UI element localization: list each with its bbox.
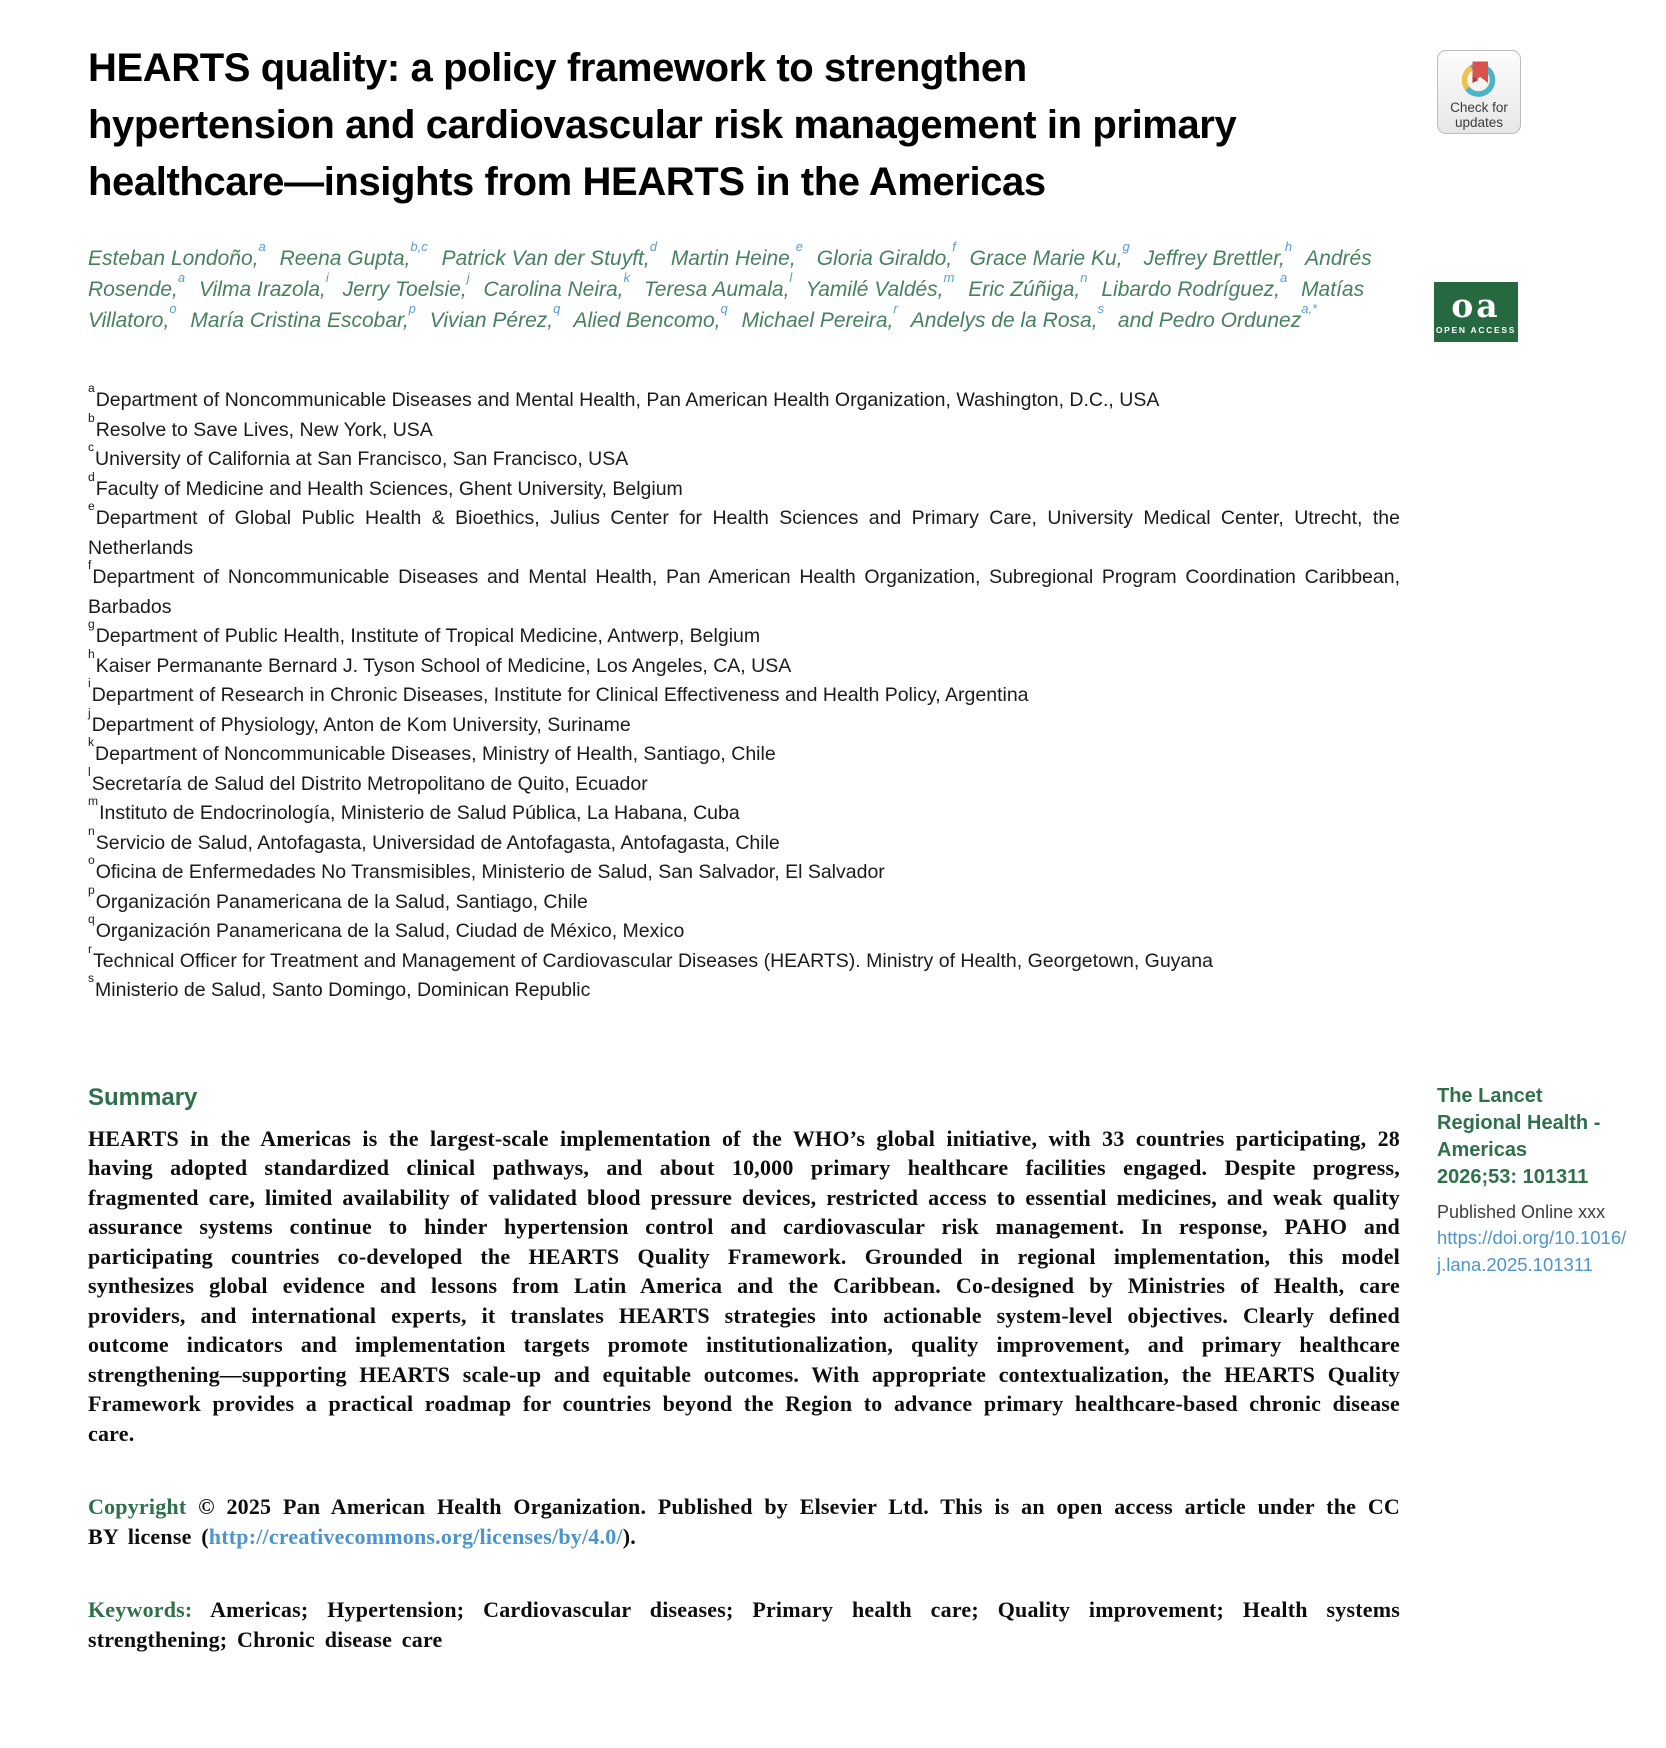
affiliation-item: $^n$Servicio de Salud, Antofagasta, Universidad de Antofagasta, Antofagasta, Chile <box>88 823 780 854</box>
author-affiliation-superscript: j <box>466 269 470 285</box>
affiliation-item: $^a$Department of Noncommunicable Diseases and Mental Health, Pan American Health Organization, Washington, D.C., USA <box>88 381 1160 411</box>
affiliation-superscript: c <box>88 440 95 455</box>
affiliation-superscript: d <box>88 469 95 484</box>
author-affiliation-superscript: g <box>1122 238 1130 254</box>
author-affiliation-superscript: f <box>952 238 956 254</box>
affiliation-superscript: q <box>88 912 95 927</box>
author-affiliation-superscript: a,* <box>1301 300 1318 316</box>
summary-heading: Summary <box>88 1083 198 1111</box>
affiliation-item: $^k$Department of Noncommunicable Diseases, Ministry of Health, Santiago, Chile <box>88 735 776 765</box>
author-affiliation-superscript: k <box>623 269 631 285</box>
author-name: Gloria Giraldo,$^f$ <box>816 238 956 270</box>
affiliation-superscript: h <box>88 646 95 661</box>
author-name: María Cristina Escobar,$^p$ <box>190 300 416 332</box>
author-affiliation-superscript: m <box>943 269 955 285</box>
affiliation-superscript: r <box>88 941 93 956</box>
affiliation-item: $^b$Resolve to Save Lives, New York, USA <box>88 410 433 441</box>
affiliation-list <box>88 381 1400 1006</box>
affiliation-superscript: l <box>88 764 91 779</box>
journal-volume-cite: 2026;53: 101311 <box>1437 1166 1589 1188</box>
affiliation-superscript: n <box>88 823 95 838</box>
affiliation-superscript: m <box>88 794 99 809</box>
affiliation-superscript: k <box>88 735 95 750</box>
doi-link[interactable]: https://doi.org/10.1016/j.lana.2025.101311 <box>1437 1227 1627 1275</box>
affiliation-superscript: e <box>88 499 95 514</box>
affiliation-superscript: g <box>88 617 95 632</box>
author-name: Teresa Aumala,$^l$ <box>643 269 793 301</box>
author-affiliation-superscript: p <box>408 300 416 316</box>
author-name: Martin Heine,$^e$ <box>670 238 803 270</box>
crossmark-icon <box>1457 56 1501 100</box>
affiliation-superscript: p <box>88 882 95 897</box>
check-for-updates-badge[interactable] <box>1437 50 1521 134</box>
author-affiliation-superscript: n <box>1080 269 1088 285</box>
article-title-line: hypertension and cardiovascular risk management in primary <box>88 103 1237 147</box>
author-affiliation-superscript: h <box>1284 238 1293 254</box>
author-name: Eric Zúñiga,$^n$ <box>968 269 1088 301</box>
affiliation-item: $^r$Technical Officer for Treatment and Management of Cardiovascular Diseases (HEARTS). Ministry of Health, Georgetown, Guyana <box>88 941 1213 972</box>
author-name: Andelys de la Rosa,$^s$ <box>910 300 1105 332</box>
check-for-updates-label: Check for updates <box>1450 100 1508 130</box>
author-affiliation-superscript: q <box>553 300 561 316</box>
author-name: Grace Marie Ku,$^g$ <box>969 238 1130 270</box>
copyright-label: Copyright <box>88 1494 187 1519</box>
affiliation-superscript: s <box>88 971 95 986</box>
journal-sidebar <box>1437 1083 1629 1278</box>
published-online: Published Online xxx <box>1437 1202 1606 1222</box>
author-name: Alied Bencomo,$^q$ <box>573 300 728 332</box>
open-access-label: OPEN ACCESS <box>1435 324 1517 335</box>
cc-by-license-link[interactable]: http://creativecommons.org/licenses/by/4.0/ <box>208 1523 623 1549</box>
journal-citation <box>1437 1083 1629 1191</box>
author-name: Jeffrey Brettler,$^h$ <box>1143 238 1293 270</box>
author-name: Andrés Rosende,$^a$ <box>88 247 1372 301</box>
author-affiliation-superscript: a <box>1279 269 1288 285</box>
author-name: Libardo Rodríguez,$^a$ <box>1101 269 1288 301</box>
article-title-line: healthcare—insights from HEARTS in the Americas <box>88 160 1046 204</box>
summary-section <box>88 1084 1400 1655</box>
author-affiliation-superscript: l <box>789 269 793 285</box>
open-access-abbr: oa <box>1451 285 1501 325</box>
affiliation-superscript: j <box>88 705 91 720</box>
open-access-badge <box>1434 282 1518 342</box>
author-name: Vivian Pérez,$^q$ <box>429 300 561 332</box>
affiliation-superscript: o <box>88 853 95 868</box>
affiliation-item: $^h$Kaiser Permanante Bernard J. Tyson School of Medicine, Los Angeles, CA, USA <box>88 646 792 677</box>
affiliation-item: $^o$Oficina de Enfermedades No Transmisibles, Ministerio de Salud, San Salvador, El Salvador <box>88 853 885 883</box>
author-affiliation-superscript: i <box>325 269 329 285</box>
copyright-text-end: ). <box>622 1523 636 1549</box>
author-affiliation-superscript: d <box>649 238 657 254</box>
affiliation-superscript: i <box>88 676 91 691</box>
author-name: Yamilé Valdés,$^m$ <box>805 269 955 301</box>
affiliation-item: $^i$Department of Research in Chronic Diseases, Institute for Clinical Effectiveness and Health Policy, Argentina <box>88 676 1029 706</box>
affiliation-item: $^f$Department of Noncommunicable Diseases and Mental Health, Pan American Health Organization, Subregional Program Coordination Caribbean, Barbados <box>88 558 1400 618</box>
affiliation-item: $^c$University of California at San Francisco, San Francisco, USA <box>88 440 629 470</box>
copyright-notice <box>88 1492 1400 1551</box>
author-affiliation-superscript: b,c <box>410 238 428 254</box>
author-name: Jerry Toelsie,$^j$ <box>342 269 470 301</box>
affiliation-item: $^m$Instituto de Endocrinología, Ministerio de Salud Pública, La Habana, Cuba <box>88 794 740 824</box>
affiliation-item: $^e$Department of Global Public Health & Bioethics, Julius Center for Health Sciences and Primary Care, University Medical Center, Utrecht, the Netherlands <box>88 499 1400 559</box>
keywords-label: Keywords: <box>88 1597 193 1622</box>
affiliation-superscript: b <box>88 410 95 425</box>
affiliation-superscript: a <box>88 381 95 396</box>
affiliation-item: $^p$Organización Panamericana de la Salud, Santiago, Chile <box>88 882 588 913</box>
author-name: Matías Villatoro,$^o$ <box>88 278 1365 332</box>
affiliation-item: $^s$Ministerio de Salud, Santo Domingo, Dominican Republic <box>88 971 591 1001</box>
keywords-text: Americas; Hypertension; Cardiovascular diseases; Primary health care; Quality improvement; Health systems strengthening; Chronic disease care <box>88 1597 1400 1652</box>
journal-title: The Lancet Regional Health - Americas <box>1437 1085 1601 1161</box>
author-affiliation-superscript: o <box>169 300 177 316</box>
author-affiliation-superscript: a <box>177 269 186 285</box>
article-title <box>88 40 1400 211</box>
author-affiliation-superscript: s <box>1097 300 1105 316</box>
affiliation-item: $^q$Organización Panamericana de la Salud, Ciudad de México, Mexico <box>88 912 685 942</box>
author-affiliation-superscript: r <box>893 300 898 316</box>
affiliation-item: $^g$Department of Public Health, Institute of Tropical Medicine, Antwerp, Belgium <box>88 617 761 647</box>
author-name: Esteban Londoño,$^a$ <box>88 238 266 270</box>
copyright-text: © 2025 Pan American Health Organization. Published by Elsevier Ltd. This is an open access article under the CC BY license ( <box>88 1494 1400 1549</box>
author-affiliation-superscript: a <box>258 238 266 254</box>
author-name: Vilma Irazola,$^i$ <box>199 269 329 301</box>
summary-text: HEARTS in the Americas is the largest-scale implementation of the WHO’s global initiative, with 33 countries participating, 28 having adopted standardized clinical pathways, and about 10,000 primary healthcare facilities engaged. Despite progress, fragmented care, limited availability of validated blood pressure devices, restricted access to essential medicines, and weak quality assurance systems continue to hinder hypertension control and cardiovascular risk management. In response, PAHO and participating countries co-developed the HEARTS Quality Framework. Grounded in regional implementation, this model synthesizes global evidence and lessons from Latin America and the Caribbean. Co-designed by Ministries of Health, care providers, and international experts, it translates HEARTS strategies into actionable system-level objectives. Clearly defined outcome indicators and implementation targets promote institutionalization, quality improvement, and primary healthcare strengthening—supporting HEARTS scale-up and equitable outcomes. With appropriate contextualization, the HEARTS Quality Framework provides a practical roadmap for countries beyond the Region to advance primary healthcare-based chronic disease care. <box>88 1125 1400 1446</box>
author-name: Reena Gupta,$^{b,c}$ <box>279 238 428 270</box>
author-name: and Pedro Ordunez$^{a,*}$ <box>1117 300 1318 332</box>
keywords-block <box>88 1595 1400 1654</box>
author-affiliation-superscript: q <box>720 300 728 316</box>
article-title-line: HEARTS quality: a policy framework to strengthen <box>88 46 1027 90</box>
author-affiliation-superscript: e <box>795 238 803 254</box>
affiliation-item: $^j$Department of Physiology, Anton de Kom University, Suriname <box>88 705 631 736</box>
affiliation-item: $^l$Secretaría de Salud del Distrito Metropolitano de Quito, Ecuador <box>88 764 648 795</box>
affiliation-item: $^d$Faculty of Medicine and Health Sciences, Ghent University, Belgium <box>88 469 683 500</box>
author-name: Michael Pereira,$^r$ <box>741 300 898 332</box>
author-name: Patrick Van der Stuyft,$^d$ <box>441 238 657 270</box>
affiliation-superscript: f <box>88 558 92 573</box>
author-list <box>88 238 1400 336</box>
author-name: Carolina Neira,$^k$ <box>483 269 631 301</box>
